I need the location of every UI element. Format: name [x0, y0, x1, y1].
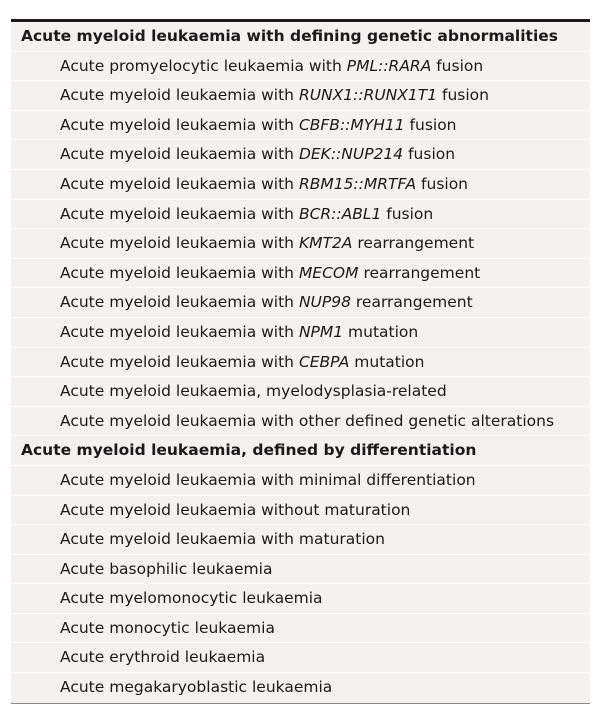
row-text: Acute myeloid leukaemia with — [60, 174, 299, 193]
gene-name: KMT2A — [298, 234, 353, 253]
row-suffix: fusion — [437, 86, 489, 105]
row-text: Acute myeloid leukaemia with — [60, 322, 299, 341]
table-row — [11, 140, 590, 170]
row-text: Acute myeloid leukaemia with minimal differentiation — [60, 470, 476, 489]
table-row — [11, 377, 590, 407]
row-text: Acute erythroid leukaemia — [60, 648, 266, 667]
row-text: Acute myeloid leukaemia with — [60, 234, 299, 253]
gene-name: CBFB::MYH11 — [298, 115, 405, 134]
table-row — [11, 525, 590, 555]
row-text: Acute myeloid leukaemia with — [60, 293, 299, 312]
classification-table — [11, 19, 590, 704]
table-row — [11, 318, 590, 348]
row-text: Acute myeloid leukaemia with — [60, 115, 299, 134]
row-text: Acute myeloid leukaemia, myelodysplasia-related — [60, 382, 447, 401]
gene-name: NPM1 — [298, 322, 344, 341]
row-suffix: mutation — [349, 352, 425, 371]
row-text: Acute basophilic leukaemia — [60, 559, 273, 578]
row-text: Acute myelomonocytic leukaemia — [60, 589, 323, 608]
row-text: Acute myeloid leukaemia with — [60, 352, 299, 371]
row-text: Acute myeloid leukaemia with maturation — [60, 530, 385, 549]
table-row — [11, 584, 590, 614]
row-text: Acute myeloid leukaemia without maturation — [60, 500, 411, 519]
gene-name: CEBPA — [298, 352, 350, 371]
gene-name: BCR::ABL1 — [298, 204, 382, 223]
table-row — [11, 348, 590, 378]
table-row — [11, 81, 590, 111]
gene-name: PML::RARA — [346, 56, 432, 75]
table-row — [11, 259, 590, 289]
row-suffix: rearrangement — [352, 234, 475, 253]
row-text: Acute myeloid leukaemia with other defined genetic alterations — [60, 411, 555, 430]
section-heading: Acute myeloid leukaemia with defining genetic abnormalities — [11, 22, 590, 52]
table-row — [11, 111, 590, 141]
table-row — [11, 466, 590, 496]
row-suffix: mutation — [343, 322, 419, 341]
gene-name: MECOM — [298, 263, 359, 282]
row-suffix: fusion — [431, 56, 484, 75]
row-text: Acute myeloid leukaemia with — [60, 263, 299, 282]
table-row — [11, 52, 590, 82]
table-row — [11, 555, 590, 585]
table-row — [11, 200, 590, 230]
section-heading: Acute myeloid leukaemia, defined by differentiation — [11, 436, 590, 466]
row-text: Acute myeloid leukaemia with — [60, 145, 299, 164]
row-suffix: fusion — [381, 204, 434, 223]
table-row — [11, 229, 590, 259]
row-text: Acute monocytic leukaemia — [60, 618, 275, 637]
row-suffix: fusion — [404, 115, 457, 134]
table-row — [11, 288, 590, 318]
table-row — [11, 643, 590, 673]
table-row — [11, 496, 590, 526]
gene-name: DEK::NUP214 — [298, 145, 404, 164]
gene-name: RUNX1::RUNX1T1 — [298, 86, 438, 105]
row-suffix: rearrangement — [350, 293, 473, 312]
row-text: Acute megakaryoblastic leukaemia — [60, 678, 333, 697]
row-text: Acute myeloid leukaemia with — [60, 204, 299, 223]
gene-name: RBM15::MRTFA — [298, 174, 417, 193]
row-suffix: rearrangement — [358, 263, 481, 282]
gene-name: NUP98 — [298, 293, 351, 312]
row-suffix: fusion — [403, 145, 456, 164]
table-row — [11, 170, 590, 200]
table-row — [11, 614, 590, 644]
row-text: Acute myeloid leukaemia with — [60, 86, 299, 105]
table-row — [11, 407, 590, 437]
row-suffix: fusion — [416, 174, 469, 193]
table-row — [11, 673, 590, 703]
row-text: Acute promyelocytic leukaemia with — [60, 56, 347, 75]
